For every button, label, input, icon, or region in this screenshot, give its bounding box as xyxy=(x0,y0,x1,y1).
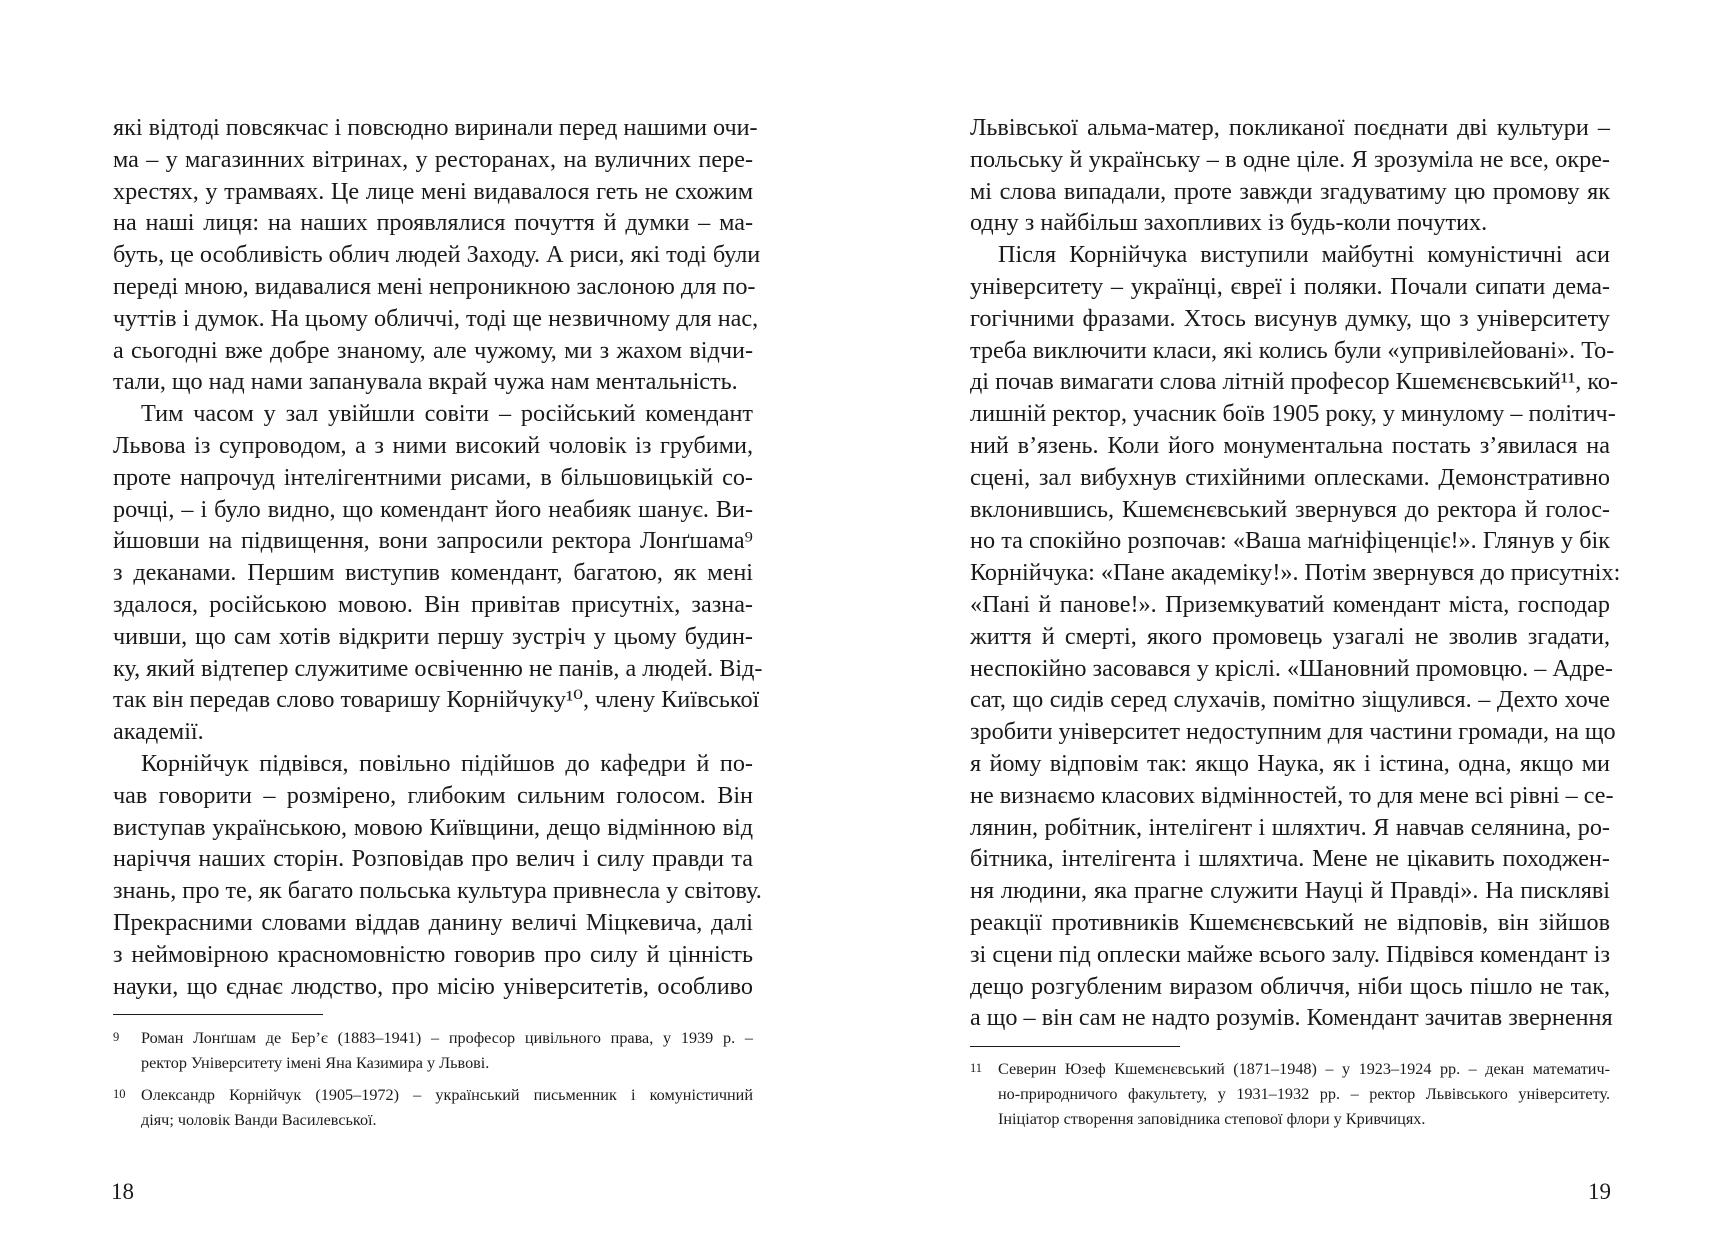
text-line: ма – у магазинних вітринах, у ресторанах, на вуличних пере- xyxy=(113,145,753,173)
footnote-number: 10 xyxy=(113,1087,126,1101)
text-line: одну з найбільш захопливих із будь-коли почутих. xyxy=(970,209,1488,237)
text-line: сцені, зал вибухнув стихійними оплесками. Демонстративно xyxy=(970,463,1610,491)
text-line: проте напрочуд інтелігентними рисами, в більшовицькій со- xyxy=(113,463,753,491)
footnote-divider xyxy=(970,1046,1180,1047)
footnote xyxy=(113,1083,753,1133)
text-line: Львова із супроводом, а з ними високий чоловік із грубими, xyxy=(113,431,753,459)
text-line: рочці, – і було видно, що комендант його неабияк шанує. Ви- xyxy=(113,495,753,523)
page-number: 19 xyxy=(1588,1179,1611,1204)
text-line: ку, який відтепер служитиме освіченню не панів, а людей. Від- xyxy=(113,654,763,682)
text-line: знань, про те, як багато польська культура привнесла у світову. xyxy=(113,877,762,905)
footnote-line: Олександр Корнійчук (1905–1972) – український письменник і комуністичний xyxy=(141,1086,753,1104)
footnote xyxy=(970,1057,1610,1132)
text-line: університету – українці, євреї і поляки. Почали сипати дема- xyxy=(970,272,1610,300)
text-line: переді мною, видавалися мені непроникною заслоною для по- xyxy=(113,272,756,300)
text-line: но та спокійно розпочав: «Ваша маґніфіценціє!». Глянув у бік xyxy=(970,527,1610,555)
text-line: виступав українською, мовою Київщини, дещо відмінною від xyxy=(113,813,753,841)
text-line: ді почав вимагати слова літній професор Кшемєнєвський¹¹, ко- xyxy=(970,368,1619,396)
text-line: Корнійчук підвівся, повільно підійшов до кафедри й по- xyxy=(141,749,753,777)
text-line: Після Корнійчука виступили майбутні комуністичні аси xyxy=(998,241,1610,269)
footnote-number: 11 xyxy=(970,1061,983,1075)
text-line: зі сцени під оплески майже всього залу. Підвівся комендант із xyxy=(970,940,1610,968)
text-line: лянин, робітник, інтелігент і шляхтич. Я навчав селянина, ро- xyxy=(970,813,1610,841)
footnote-line: Северин Юзеф Кшемєнєвський (1871–1948) – у 1923–1924 рр. – декан математич- xyxy=(998,1060,1610,1078)
text-line: неспокійно засовався у кріслі. «Шановний промовцю. – Адре- xyxy=(970,654,1613,682)
text-line: з деканами. Першим виступив комендант, багатою, як мені xyxy=(113,559,753,587)
text-line: не визнаємо класових відмінностей, то для мене всі рівні – се- xyxy=(970,781,1614,809)
page-number: 18 xyxy=(111,1179,134,1204)
text-line: дещо розгубленим виразом обличчя, ніби щось пішло не так, xyxy=(970,972,1610,1000)
text-line: мі слова випадали, проте завжди згадуватиму цю промову як xyxy=(970,177,1610,205)
footnote-line: ректор Університету імені Яна Казимира у Львові. xyxy=(141,1054,490,1072)
footnote-line: Роман Лонґшам де Бер’є (1883–1941) – професор цивільного права, у 1939 р. – xyxy=(141,1029,753,1047)
text-line: наріччя наших сторін. Розповідав про велич і силу правди та xyxy=(113,845,753,873)
text-line: а що – він сам не надто розумів. Комендант зачитав звернення xyxy=(970,1004,1613,1032)
footnote-line: но-природничого факультету, у 1931–1932 рр. – ректор Львівського університету. xyxy=(998,1085,1610,1103)
left-body-text xyxy=(113,112,763,1002)
footnote-line: діяч; чоловік Ванди Василевської. xyxy=(141,1111,377,1129)
text-line: буть, це особливість облич людей Заходу. А риси, які тоді були xyxy=(113,241,761,269)
text-line: «Пані й панове!». Приземкуватий комендант міста, господар xyxy=(970,590,1610,618)
text-line: ний в’язень. Коли його монументальна постать з’явилася на xyxy=(970,431,1610,459)
text-line: здалося, російською мовою. Він привітав присутніх, зазна- xyxy=(113,590,753,618)
text-line: чуттів і думок. На цьому обличчі, тоді ще незвичному для нас, xyxy=(113,304,759,332)
text-line: ня людини, яка прагне служити Науці й Правді». На пискляві xyxy=(970,877,1610,905)
text-line: вклонившись, Кшемєнєвський звернувся до ректора й голос- xyxy=(970,495,1610,523)
text-line: Корнійчука: «Пане академіку!». Потім звернувся до присутніх: xyxy=(970,559,1621,587)
text-line: Тим часом у зал увійшли совіти – російський комендант xyxy=(141,400,753,428)
text-line: хрестях, у трамваях. Це лице мені видавалося геть не схожим xyxy=(113,177,753,205)
text-line: Львівської альма-матер, покликаної поєднати дві культури – xyxy=(970,114,1610,141)
right-page xyxy=(857,0,1713,1258)
text-line: чивши, що сам хотів відкрити першу зустріч у цьому будин- xyxy=(113,622,753,650)
text-line: так він передав слово товаришу Корнійчуку¹⁰, члену Київської xyxy=(113,686,760,714)
text-line: з неймовірною красномовністю говорив про силу й цінність xyxy=(113,940,753,968)
footnote-divider xyxy=(113,1014,323,1015)
text-line: які відтоді повсякчас і повсюдно виринали перед нашими очи- xyxy=(113,114,758,141)
text-line: а сьогодні вже добре знаному, але чужому, ми з жахом відчи- xyxy=(113,336,753,364)
text-line: бітника, інтелігента і шляхтича. Мене не цікавить походжен- xyxy=(970,845,1610,873)
text-line: польську й українську – в одне ціле. Я зрозуміла не все, окре- xyxy=(970,145,1610,173)
text-line: я йому відповім так: якщо Наука, як і істина, одна, якщо ми xyxy=(970,749,1610,777)
right-body-text xyxy=(970,112,1621,1034)
text-line: чав говорити – розмірено, глибоким сильним голосом. Він xyxy=(113,781,753,809)
text-line: сат, що сидів серед слухачів, помітно зіщулився. – Дехто хоче xyxy=(970,686,1610,714)
text-line: академії. xyxy=(113,718,204,746)
text-line: на наші лиця: на наших проявлялися почуття й думки – ма- xyxy=(113,209,753,237)
left-page xyxy=(0,0,856,1258)
text-line: йшовши на підвищення, вони запросили ректора Лонґшама⁹ xyxy=(113,527,753,555)
footnote-line: Ініціатор створення заповідника степової флори у Кривчицях. xyxy=(998,1110,1426,1128)
text-line: реакції противників Кшемєнєвський не відповів, він зійшов xyxy=(970,908,1610,936)
footnote-number: 9 xyxy=(113,1030,120,1044)
text-line: лишній ректор, учасник боїв 1905 року, у минулому – політич- xyxy=(970,400,1616,428)
text-line: життя й смерті, якого промовець узагалі не зволив згадати, xyxy=(970,622,1610,650)
text-line: зробити університет недоступним для частини громади, на що xyxy=(970,718,1616,746)
text-line: Прекрасними словами віддав данину величі Міцкевича, далі xyxy=(113,908,753,936)
right-footnotes xyxy=(970,1057,1610,1139)
text-line: гогічними фразами. Хтось висунув думку, що з університету xyxy=(970,304,1610,332)
text-line: тали, що над нами запанувала вкрай чужа нам ментальність. xyxy=(113,368,738,396)
text-line: науки, що єднає людство, про місію університетів, особливо xyxy=(113,972,753,1000)
left-footnotes xyxy=(113,1026,753,1140)
footnote xyxy=(113,1026,753,1076)
text-line: треба виключити класи, які колись були «упривілейовані». То- xyxy=(970,336,1615,364)
